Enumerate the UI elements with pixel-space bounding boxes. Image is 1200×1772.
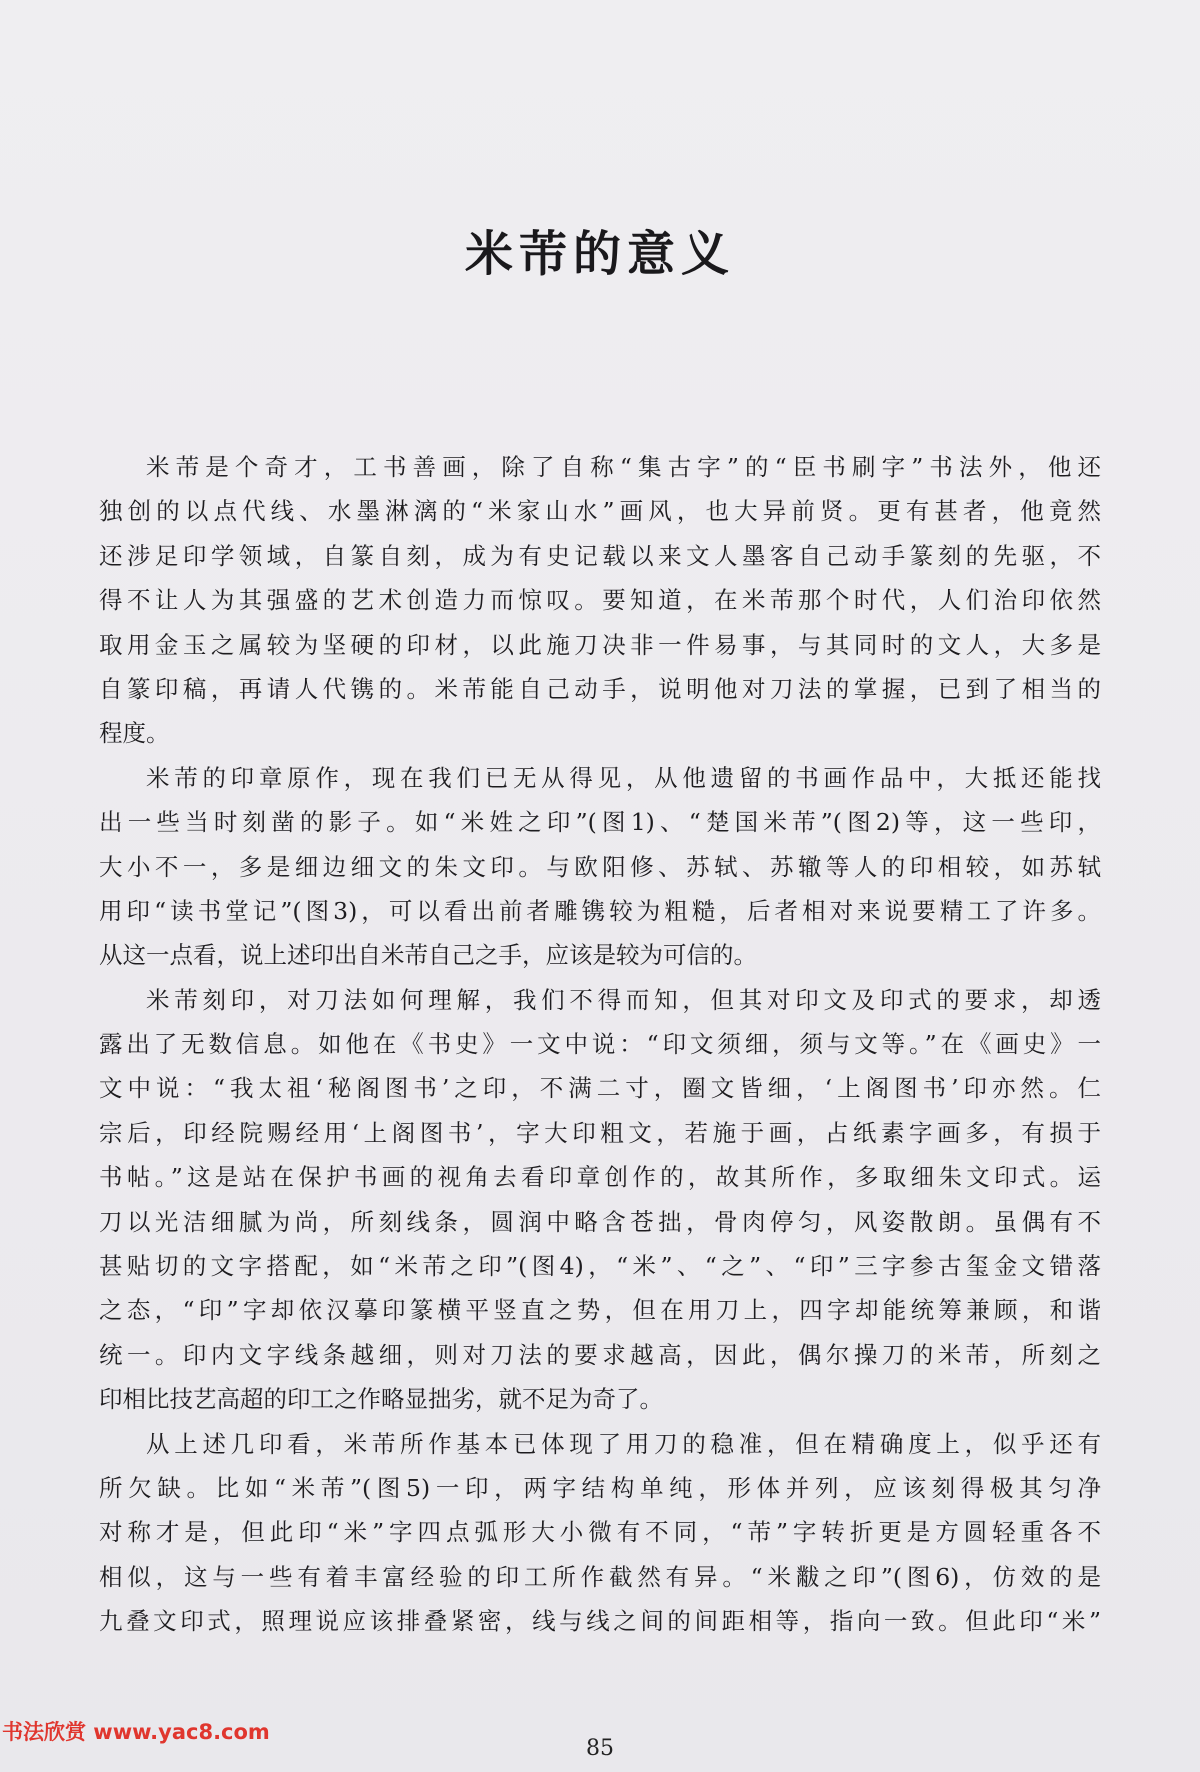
text-line: 独创的以点代线、水墨淋漓的“米家山水”画风，也大异前贤。更有甚者，他竟然 bbox=[99, 497, 1101, 526]
text-line: 所欠缺。比如“米芾”(图5)一印，两字结构单纯，形体并列，应该刻得极其匀净 bbox=[99, 1473, 1101, 1502]
text-line: 刀以光洁细腻为尚，所刻线条，圆润中略含苍拙，骨肉停匀，风姿散朗。虽偶有不 bbox=[99, 1207, 1101, 1236]
paragraph-4 bbox=[99, 1422, 1101, 1644]
text-line: 书帖。”这是站在保护书画的视角去看印章创作的，故其所作，多取细朱文印式。运 bbox=[99, 1163, 1101, 1192]
text-line: 得不让人为其强盛的艺术创造力而惊叹。要知道，在米芾那个时代，人们治印依然 bbox=[99, 586, 1101, 615]
text-line: 之态，“印”字却依汉摹印篆横平竖直之势，但在用刀上，四字却能统筹兼顾，和谐 bbox=[99, 1296, 1101, 1325]
text-line: 米芾刻印，对刀法如何理解，我们不得而知，但其对印文及印式的要求，却透 bbox=[146, 985, 1101, 1014]
paragraph-3 bbox=[99, 978, 1101, 1422]
text-line: 九叠文印式，照理说应该排叠紧密，线与线之间的间距相等，指向一致。但此印“米” bbox=[99, 1607, 1101, 1636]
text-line: 露出了无数信息。如他在《书史》一文中说：“印文须细，须与文等。”在《画史》一 bbox=[99, 1030, 1101, 1059]
page-title: 米芾的意义 bbox=[464, 226, 735, 282]
text-line: 从这一点看，说上述印出自米芾自己之手，应该是较为可信的。 bbox=[99, 941, 757, 970]
text-line: 印相比技艺高超的印工之作略显拙劣，就不足为奇了。 bbox=[99, 1385, 663, 1414]
page-number: 85 bbox=[586, 1736, 614, 1761]
text-line: 出一些当时刻凿的影子。如“米姓之印”(图1)、“楚国米芾”(图2)等，这一些印， bbox=[99, 808, 1101, 837]
text-line: 米芾是个奇才，工书善画，除了自称“集古字”的“臣书刷字”书法外，他还 bbox=[146, 453, 1101, 481]
text-line: 从上述几印看，米芾所作基本已体现了用刀的稳准，但在精确度上，似乎还有 bbox=[146, 1429, 1101, 1458]
text-line: 甚贴切的文字搭配，如“米芾之印”(图4)，“米”、“之”、“印”三字参古玺金文错落 bbox=[99, 1252, 1101, 1281]
text-line: 相似，这与一些有着丰富经验的印工所作截然有异。“米黻之印”(图6)，仿效的是 bbox=[99, 1562, 1101, 1591]
text-line: 自篆印稿，再请人代镌的。米芾能自己动手，说明他对刀法的掌握，已到了相当的 bbox=[99, 674, 1101, 703]
text-line: 程度。 bbox=[99, 719, 170, 748]
text-line: 宗后，印经院赐经用‘上阁图书’，字大印粗文，若施于画，占纸素字画多，有损于 bbox=[99, 1118, 1101, 1147]
paragraph-2 bbox=[99, 756, 1101, 978]
text-line: 还涉足印学领域，自篆自刻，成为有史记载以来文人墨客自己动手篆刻的先驱，不 bbox=[99, 541, 1101, 570]
body-text bbox=[99, 445, 1101, 1644]
text-line: 取用金玉之属较为坚硬的印材，以此施刀决非一件易事，与其同时的文人，大多是 bbox=[99, 630, 1101, 659]
text-line: 文中说：“我太祖‘秘阁图书’之印，不满二寸，圈文皆细，‘上阁图书’印亦然。仁 bbox=[99, 1074, 1101, 1103]
text-line: 对称才是，但此印“米”字四点弧形大小微有不同，“芾”字转折更是方圆轻重各不 bbox=[99, 1518, 1101, 1547]
text-line: 大小不一，多是细边细文的朱文印。与欧阳修、苏轼、苏辙等人的印相较，如苏轼 bbox=[99, 852, 1101, 881]
paragraph-1 bbox=[99, 445, 1101, 756]
text-line: 米芾的印章原作，现在我们已无从得见，从他遗留的书画作品中，大抵还能找 bbox=[146, 763, 1101, 792]
text-line: 统一。印内文字线条越细，则对刀法的要求越高，因此，偶尔操刀的米芾，所刻之 bbox=[99, 1340, 1101, 1369]
site-watermark: 书法欣赏 www.yac8.com bbox=[2, 1720, 270, 1744]
text-line: 用印“读书堂记”(图3)，可以看出前者雕镌较为粗糙，后者相对来说要精工了许多。 bbox=[99, 896, 1101, 925]
